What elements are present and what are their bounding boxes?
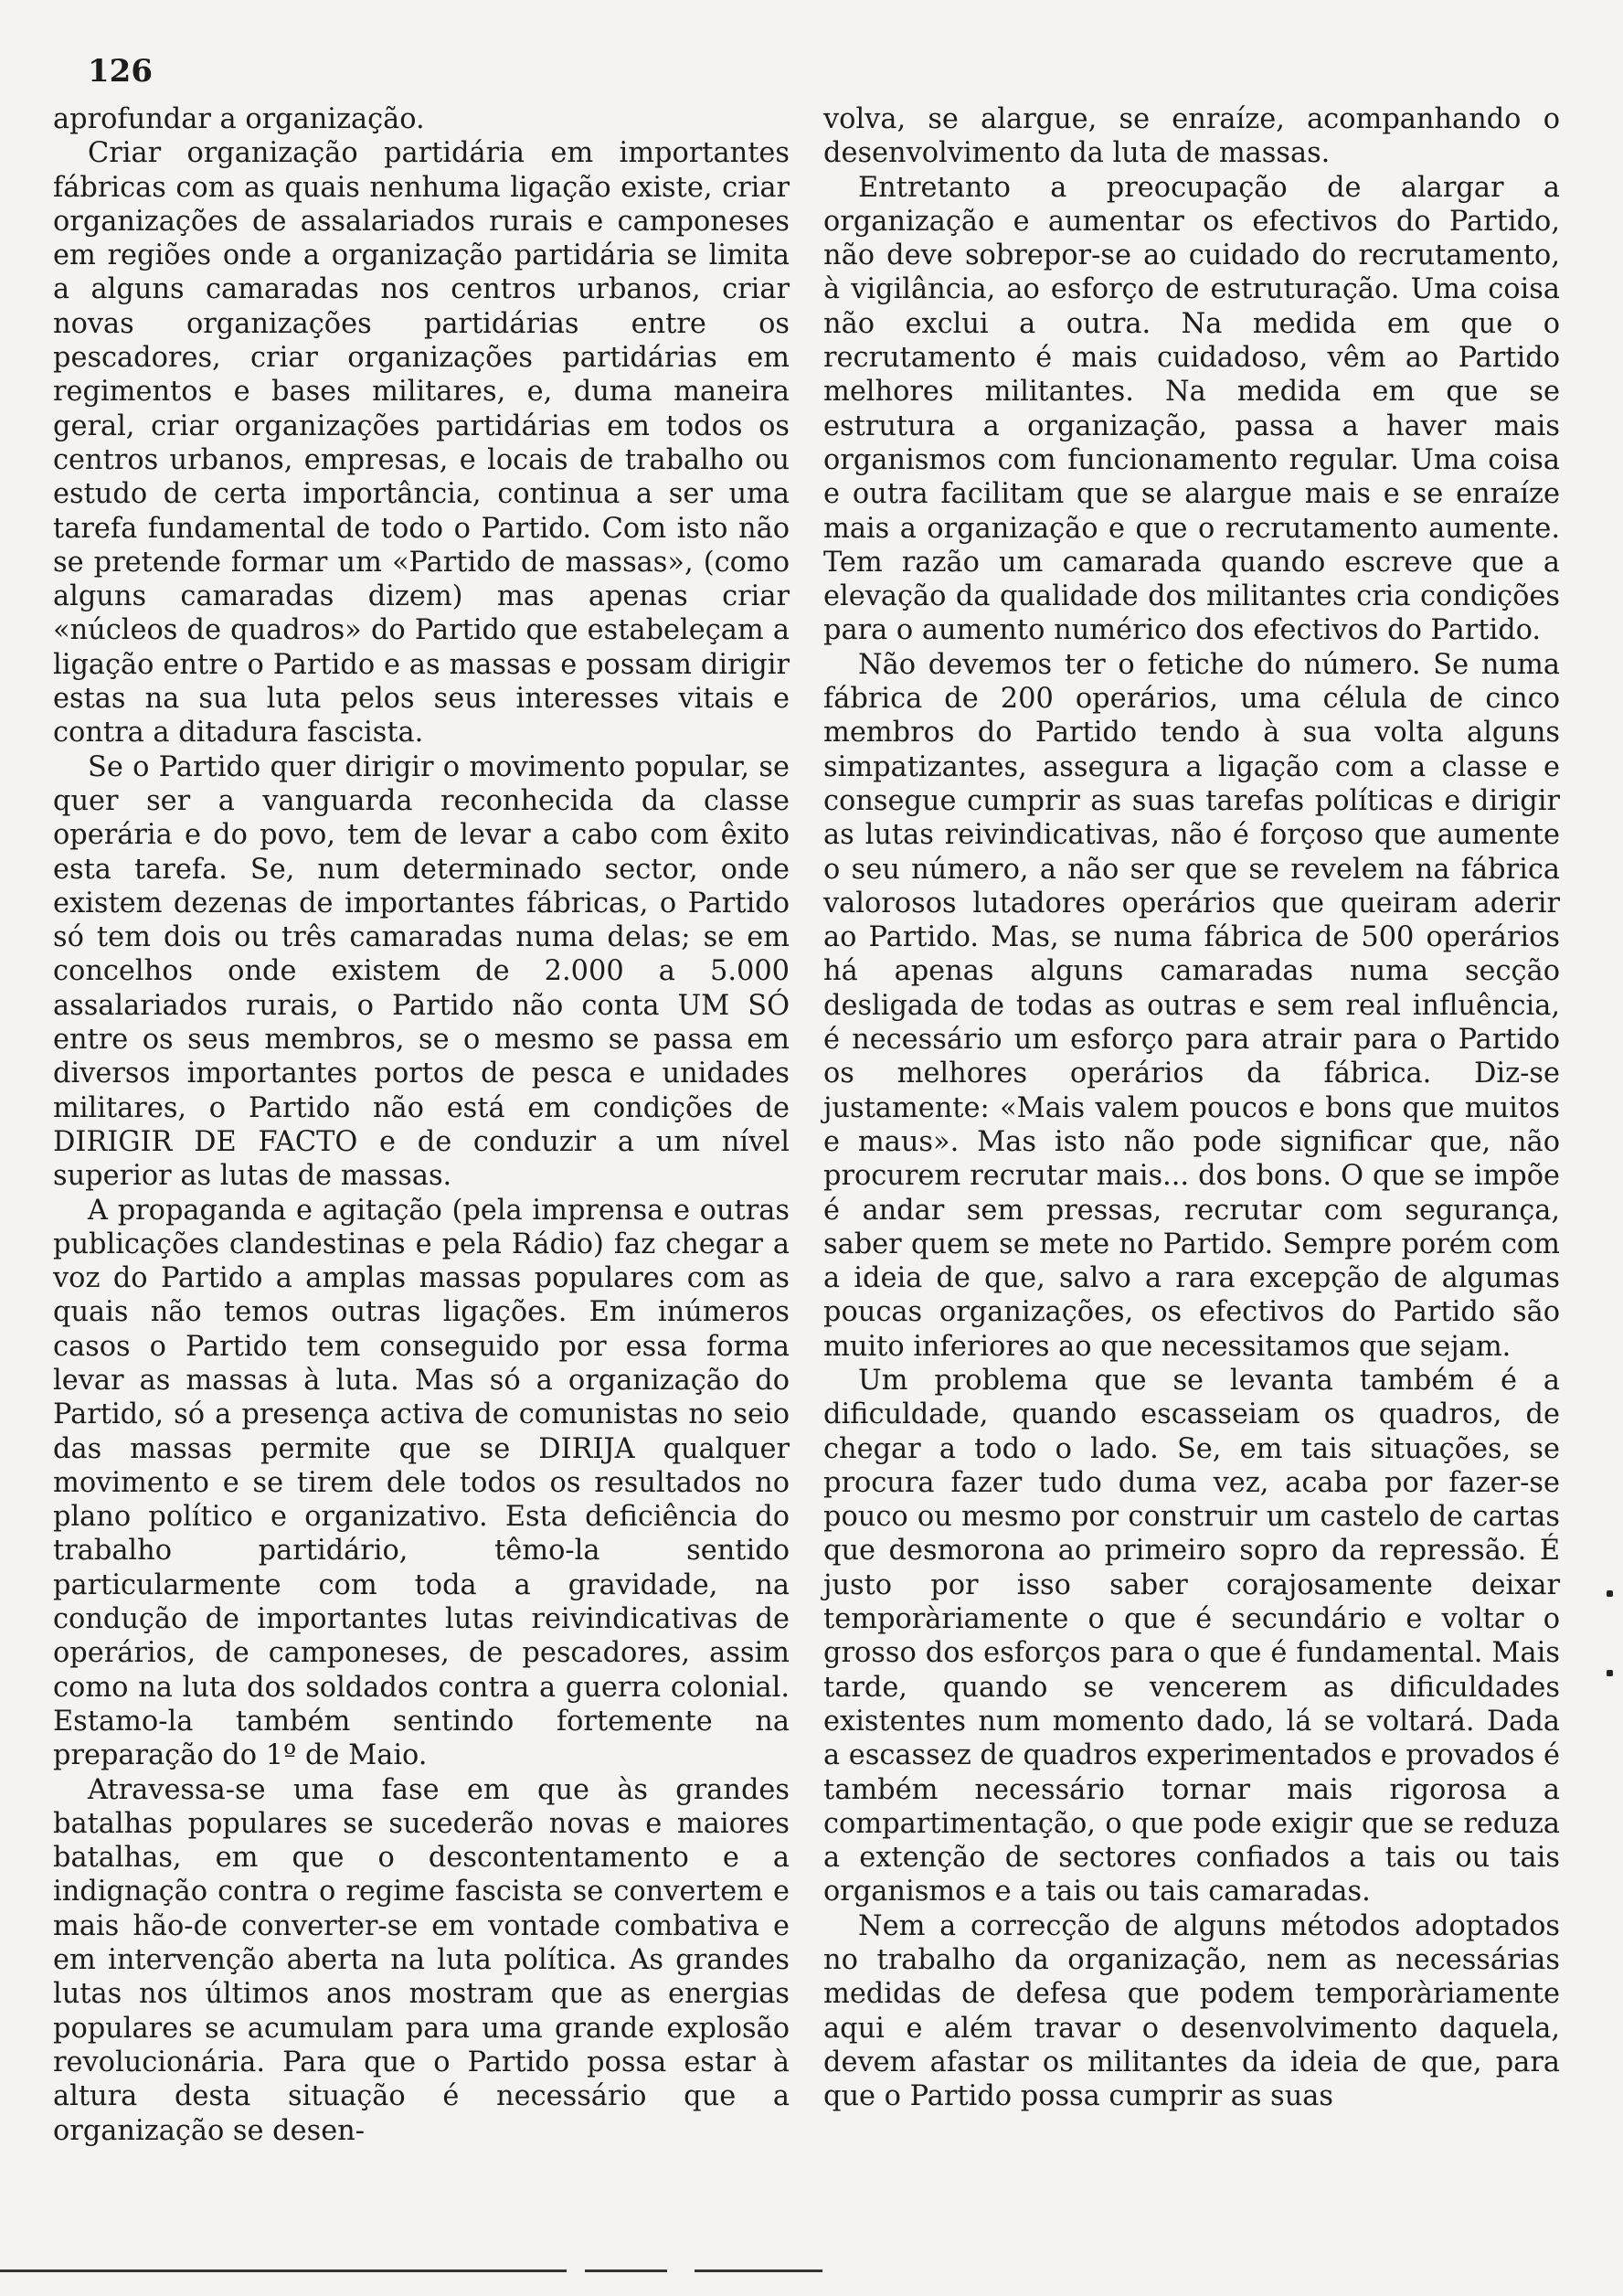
- scan-speck: [1607, 1590, 1613, 1597]
- paragraph: Atravessa-se uma fase em que às grandes batalhas populares se sucederão novas e maiores batalhas, em que o descontentamento e a indignação contra o regime fascista se convertem e mais hão-de converter-se em vontade combativa e em intervenção aberta na luta política. As grandes lutas nos últimos anos mostram que as energias populares se acumulam para uma grande explosão revolucionária. Para que o Partido possa estar à altura desta situação é necessário que a organização se desen-: [53, 1773, 790, 2147]
- paragraph: Não devemos ter o fetiche do número. Se numa fábrica de 200 operários, uma célula de cinco membros do Partido tendo à sua volta alguns simpatizantes, assegura a ligação com a classe e consegue cumprir as suas tarefas políticas e dirigir as lutas reivindicativas, não é forçoso que aumente o seu número, a não ser que se revelem na fábrica valorosos lutadores operários que queiram aderir ao Partido. Mas, se numa fábrica de 500 operários há apenas alguns camaradas numa secção desligada de todas as outras e sem real influência, é necessário um esforço para atrair para o Partido os melhores operários da fábrica. Diz-se justamente: «Mais valem poucos e bons que muitos e maus». Mas isto não pode significar que, não procurem recrutar mais... dos bons. O que se impõe é andar sem pressas, recrutar com segurança, saber quem se mete no Partido. Sempre porém com a ideia de que, salvo a rara excepção de algumas poucas organizações, os efectivos do Partido são muito inferiores ao que necessitamos que sejam.: [823, 648, 1560, 1363]
- paragraph: volva, se alargue, se enraíze, acompanhando o desenvolvimento da luta de massas.: [823, 103, 1560, 170]
- paragraph: Criar organização partidária em importantes fábricas com as quais nenhuma ligação existe, criar organizações de assalariados rurais e camponeses em regiões onde a organização partidária se limita a alguns camaradas nos centros urbanos, criar novas organizações partidárias entre os pescadores, criar organizações partidárias em regimentos e bases militares, e, duma maneira geral, criar organizações partidárias em todos os centros urbanos, empresas, e locais de trabalho ou estudo de certa importância, continua a ser uma tarefa fundamental de todo o Partido. Com isto não se pretende formar um «Partido de massas», (como alguns camaradas dizem) mas apenas criar «núcleos de quadros» do Partido que estabeleçam a ligação entre o Partido e as massas e possam dirigir estas na sua luta pelos seus interesses vitais e contra a ditadura fascista.: [53, 137, 790, 749]
- scan-edge-line: [695, 2269, 822, 2272]
- paragraph: aprofundar a organização.: [53, 103, 425, 135]
- scan-speck: [1607, 1670, 1613, 1676]
- paragraph: A propaganda e agitação (pela imprensa e outras publicações clandestinas e pela Rádio) faz chegar a voz do Partido a amplas massas populares com as quais não temos outras ligações. Em inúmeros casos o Partido tem conseguido por essa forma levar as massas à luta. Mas só a organização do Partido, só a presença activa de comunistas no seio das massas permite que se DIRIJA qualquer movimento e se tirem dele todos os resultados no plano político e organizativo. Esta deficiência do trabalho partidário, têmo-la sentido particularmente com toda a gravidade, na condução de importantes lutas reivindicativas de operários, de camponeses, de pescadores, assim como na luta dos soldados contra a guerra colonial. Estamo-la também sentindo fortemente na preparação do 1º de Maio.: [53, 1194, 790, 1772]
- scan-marks: [1607, 1590, 1618, 1749]
- right-column: [823, 102, 1560, 2114]
- paragraph: Entretanto a preocupação de alargar a organização e aumentar os efectivos do Partido, não deve sobrepor-se ao cuidado do recrutamento, à vigilância, ao esforço de estruturação. Uma coisa não exclui a outra. Na medida em que o recrutamento é mais cuidadoso, vêm ao Partido melhores militantes. Na medida em que se estrutura a organização, passa a haver mais organismos com funcionamento regular. Uma coisa e outra facilitam que se alargue mais e se enraíze mais a organização e que o recrutamento aumente. Tem razão um camarada quando escreve que a elevação da qualidade dos militantes cria condições para o aumento numérico dos efectivos do Partido.: [823, 171, 1560, 647]
- scan-edge-line: [585, 2269, 667, 2272]
- left-column: [53, 102, 790, 2148]
- paragraph: Nem a correcção de alguns métodos adoptados no trabalho da organização, nem as necessárias medidas de defesa que podem temporàriamente aqui e além travar o desenvolvimento daquela, devem afastar os militantes da ideia de que, para que o Partido possa cumprir as suas: [823, 1909, 1560, 2113]
- paragraph: Se o Partido quer dirigir o movimento popular, se quer ser a vanguarda reconhecida da classe operária e do povo, tem de levar a cabo com êxito esta tarefa. Se, num determinado sector, onde existem dezenas de importantes fábricas, o Partido só tem dois ou três camaradas numa delas; se em concelhos onde existem de 2.000 a 5.000 assalariados rurais, o Partido não conta UM SÓ entre os seus membros, se o mesmo se passa em diversos importantes portos de pesca e unidades militares, o Partido não está em condições de DIRIGIR DE FACTO e de conduzir a um nível superior as lutas de massas.: [53, 750, 790, 1193]
- page-number: 126: [88, 53, 153, 90]
- paragraph: Um problema que se levanta também é a dificuldade, quando escasseiam os quadros, de chegar a todo o lado. Se, em tais situações, se procura fazer tudo duma vez, acaba por fazer-se pouco ou mesmo por construir um castelo de cartas que desmorona ao primeiro sopro da repressão. É justo por isso saber corajosamente deixar temporàriamente o que é secundário e voltar o grosso dos esforços para o que é fundamental. Mais tarde, quando se vencerem as dificuldades existentes num momento dado, lá se voltará. Dada a escassez de quadros experimentados e provados é também necessário tornar mais rigorosa a compartimentação, o que pode exigir que se reduza a extenção de sectores confiados a tais ou tais organismos e a tais ou tais camaradas.: [823, 1364, 1560, 1908]
- scan-edge-line: [0, 2269, 567, 2272]
